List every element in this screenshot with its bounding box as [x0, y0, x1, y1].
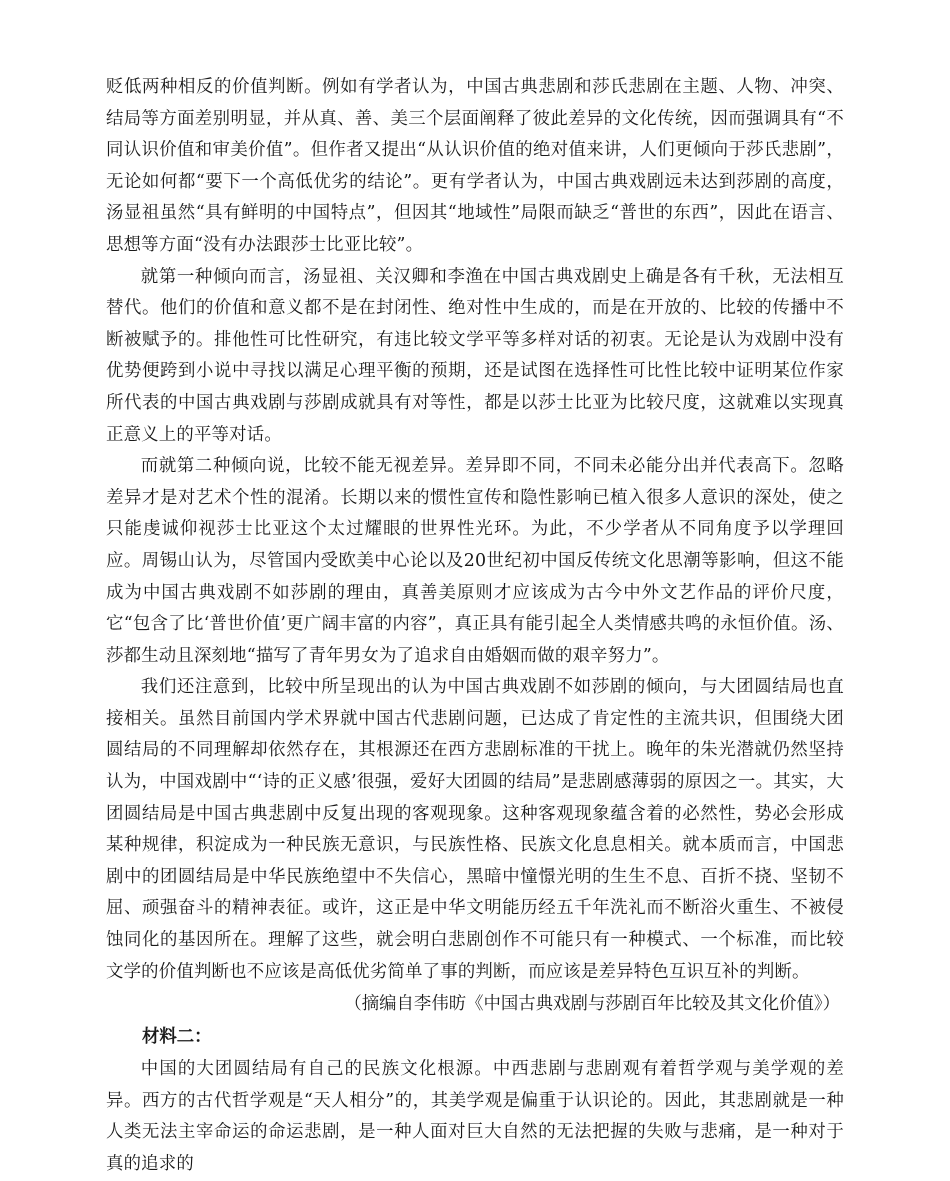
material-two-paragraph: 中国的大团圆结局有自己的民族文化根源。中西悲剧与悲剧观有着哲学观与美学观的差异。西方的古代哲学观是“天人相分”的，其美学观是偏重于认识论的。因此，其悲剧就是一种人类无法主宰命运的命运悲剧，是一种人面对巨大自然的无法把握的失败与悲痛，是一种对于真的追求的	[106, 1059, 844, 1174]
material-two-heading: 材料二：	[142, 1027, 212, 1048]
paragraph-first-tendency: 就第一种倾向而言，汤显祖、关汉卿和李渔在中国古典戏剧史上确是各有千秋，无法相互替代。他们的价值和意义都不是在封闭性、绝对性中生成的，而是在开放的、比较的传播中不断被赋予的。排他性可比性研究，有违比较文学平等多样对话的初衷。无论是认为戏剧中没有优势便跨到小说中寻找以满足心理平衡的预期，还是试图在选择性可比性比较中证明某位作家所代表的中国古典戏剧与莎剧成就具有对等性，都是以莎士比亚为比较尺度，这就难以实现真正意义上的平等对话。	[106, 266, 844, 445]
paragraph-continuation: 贬低两种相反的价值判断。例如有学者认为，中国古典悲剧和莎氏悲剧在主题、人物、冲突、结局等方面差别明显，并从真、善、美三个层面阐释了彼此差异的文化传统，因而强调具有“不同认识价值和审美价值”。但作者又提出“从认识价值的绝对值来讲，人们更倾向于莎氏悲剧”，无论如何都“要下一个高低优劣的结论”。更有学者认为，中国古典戏剧远未达到莎剧的高度，汤显祖虽然“具有鲜明的中国特点”，但因其“地域性”局限而缺乏“普世的东西”，因此在语言、思想等方面“没有办法跟莎士比亚比较”。	[106, 77, 844, 255]
document-page	[106, 72, 844, 1181]
paragraph-second-tendency: 而就第二种倾向说，比较不能无视差异。差异即不同，不同未必能分出并代表高下。忽略差异才是对艺术个性的混淆。长期以来的惯性宣传和隐性影响已植入很多人意识的深处，使之只能虔诚仰视莎士比亚这个太过耀眼的世界性光环。为此，不少学者从不同角度予以学理回应。周锡山认为，尽管国内受欧美中心论以及20世纪初中国反传统文化思潮等影响，但这不能成为中国古典戏剧不如莎剧的理由，真善美原则才应该成为古今中外文艺作品的评价尺度，它“包含了比‘普世价值’更广阔丰富的内容”，真正具有能引起全人类情感共鸣的永恒价值。汤、莎都生动且深刻地“描写了青年男女为了追求自由婚姻而做的艰辛努力”。	[106, 456, 844, 666]
paragraph-grand-reunion: 我们还注意到，比较中所呈现出的认为中国古典戏剧不如莎剧的倾向，与大团圆结局也直接相关。虽然目前国内学术界就中国古代悲剧问题，已达成了肯定性的主流共识，但围绕大团圆结局的不同理解却依然存在，其根源还在西方悲剧标准的干扰上。晚年的朱光潜就仍然坚持认为，中国戏剧中“‘诗的正义感’很强，爱好大团圆的结局”是悲剧感薄弱的原因之一。其实，大团圆结局是中国古典悲剧中反复出现的客观现象。这种客观现象蕴含着的必然性，势必会形成某种规律，积淀成为一种民族无意识，与民族性格、民族文化息息相关。就本质而言，中国悲剧中的团圆结局是中华民族绝望中不失信心，黑暗中憧憬光明的生生不息、百折不挠、坚韧不屈、顽强奋斗的精神表征。或许，这正是中华文明能历经五千年洗礼而不断浴火重生、不被侵蚀同化的基因所在。理解了这些，就会明白悲剧创作不可能只有一种模式、一个标准，而比较文学的价值判断也不应该是高低优劣简单了事的判断，而应该是差异特色互识互补的判断。	[106, 677, 844, 982]
source-citation: （摘编自李伟昉《中国古典戏剧与莎剧百年比较及其文化价值》）	[344, 994, 840, 1015]
